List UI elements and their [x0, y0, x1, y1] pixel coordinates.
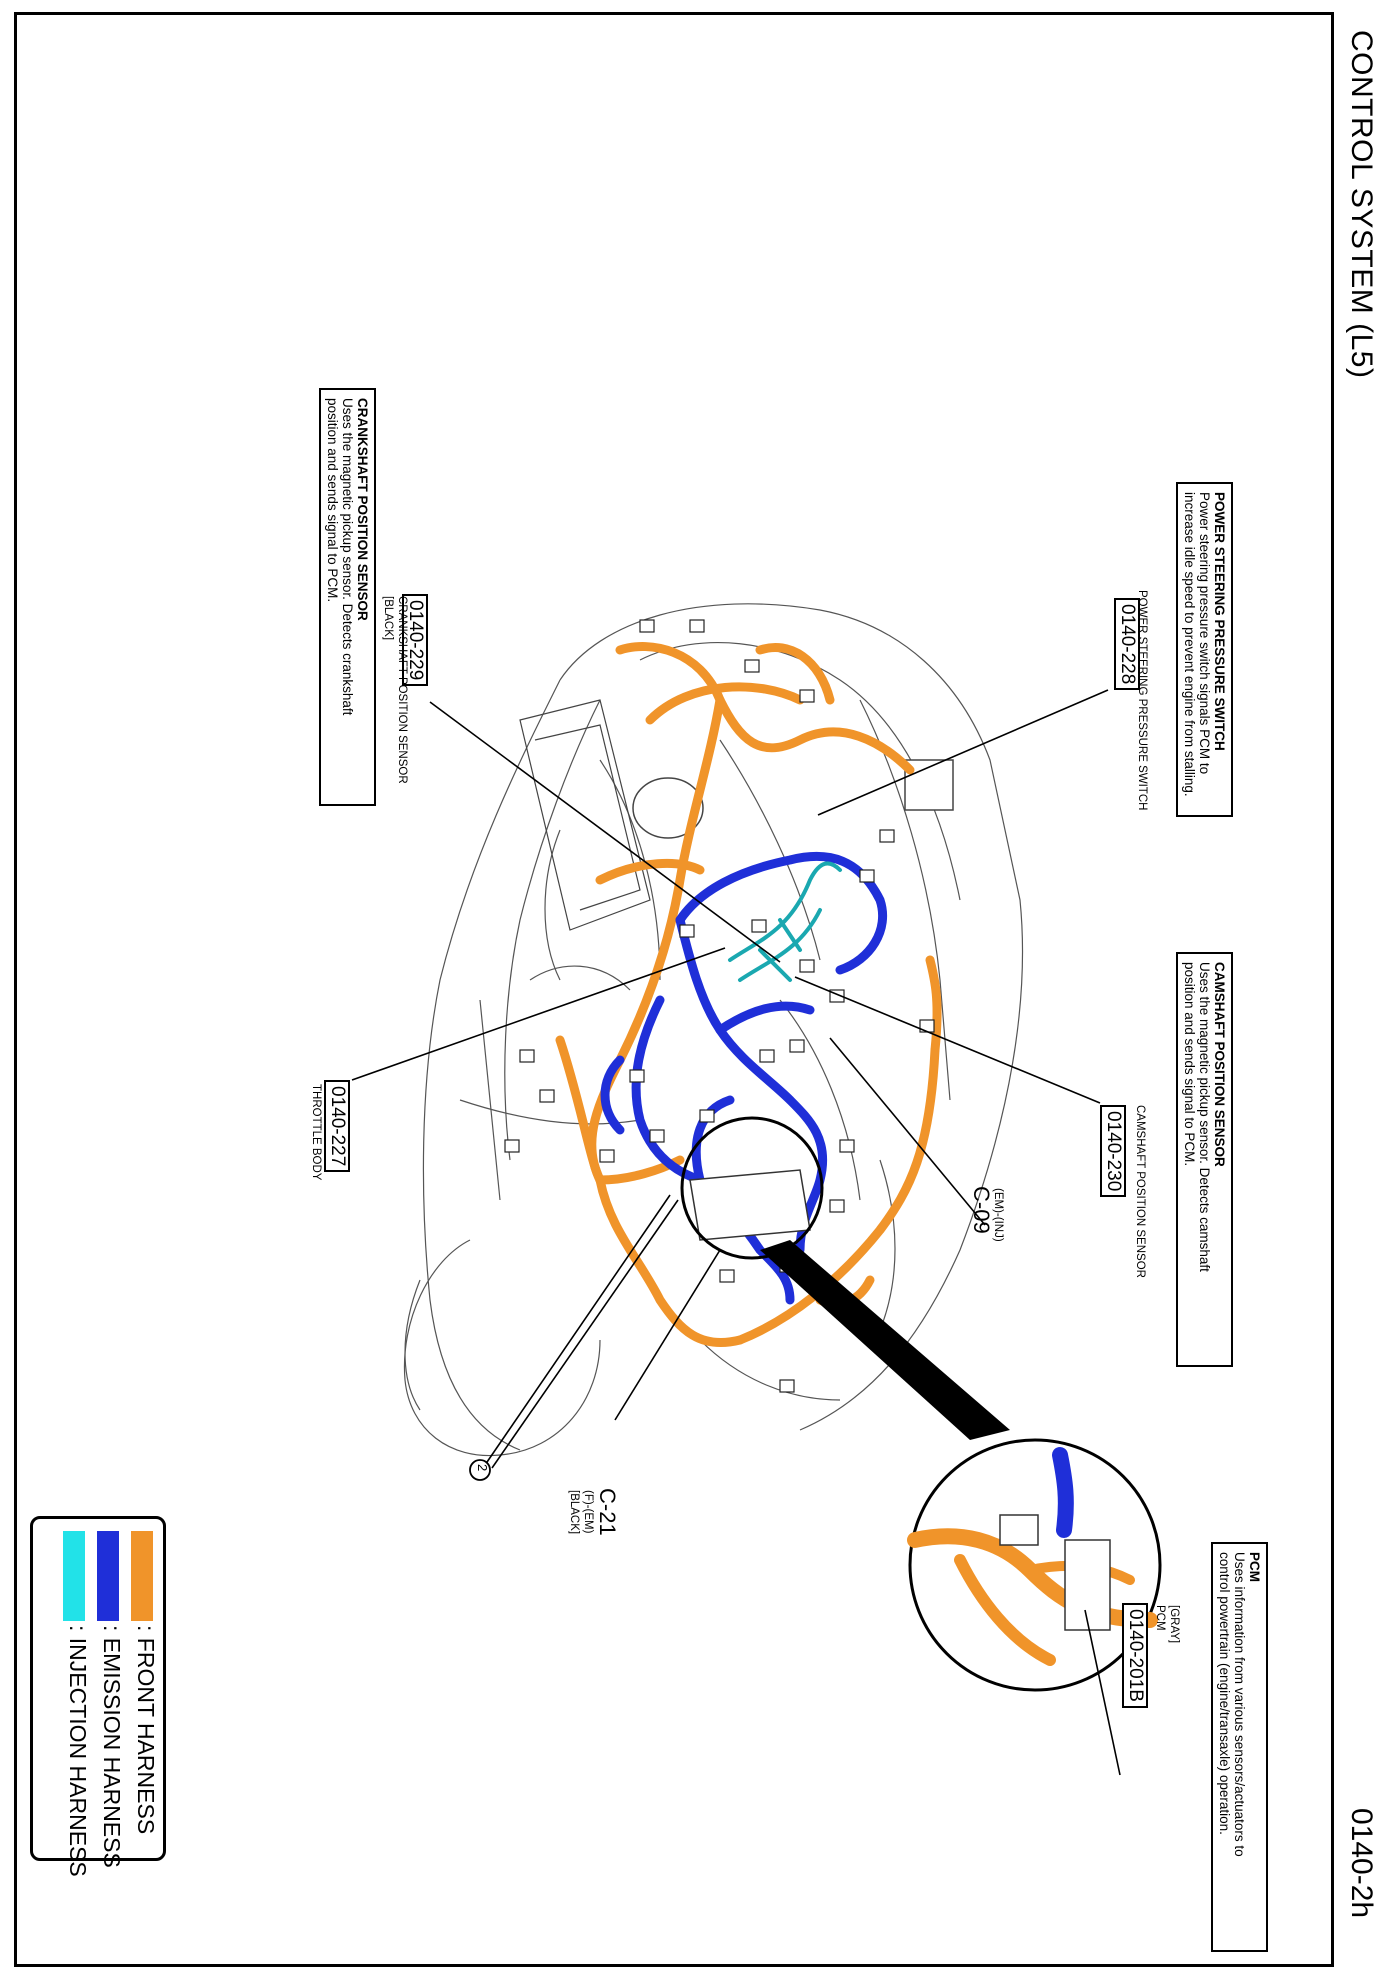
front-harness-label: : FRONT HARNESS	[133, 1625, 159, 1835]
injection-harness-swatch	[63, 1531, 85, 1621]
crankshaft-desc-2: position and sends signal to PCM.	[325, 398, 340, 603]
crankshaft-color: [BLACK]	[382, 596, 394, 641]
pcm-code: 0140-201B	[1122, 1603, 1148, 1708]
power-steering-desc-1: Power steering pressure switch signals PCM to	[1197, 492, 1212, 775]
crankshaft-label: CRANKSHAFT POSITION SENSOR	[396, 596, 408, 784]
camshaft-desc-1: Uses the magnetic pickup sensor. Detects camshaft	[1197, 962, 1212, 1272]
crankshaft-desc-1: Uses the magnetic pickup sensor. Detects crankshaft	[340, 398, 355, 716]
injection-harness-label: : INJECTION HARNESS	[65, 1625, 91, 1877]
magnifier-pointer	[760, 1240, 1010, 1440]
camshaft-label: CAMSHAFT POSITION SENSOR	[1134, 1105, 1146, 1278]
power-steering-heading: POWER STEERING PRESSURE SWITCH	[1212, 492, 1227, 751]
pcm-module	[690, 1170, 810, 1240]
c09-note: (EM)-(INJ)	[992, 1188, 1004, 1242]
throttle-tag	[324, 1080, 350, 1172]
crankshaft-code: 0140-229	[402, 594, 428, 686]
c21-label: C-21	[595, 1488, 620, 1536]
c21-note: (F)-(EM)	[582, 1490, 594, 1534]
page-title: CONTROL SYSTEM (L5)	[1345, 30, 1378, 379]
ground-number: 2	[475, 1464, 490, 1472]
pcm-callout	[1211, 1542, 1268, 1952]
pcm-desc-2: control powertrain (engine/transaxle) operation.	[1217, 1552, 1232, 1835]
crankshaft-heading: CRANKSHAFT POSITION SENSOR	[355, 398, 370, 621]
pcm-desc-1: Uses information from various sensors/actuators to	[1232, 1552, 1247, 1857]
power-steering-callout	[1176, 482, 1233, 817]
pcm-color: [GRAY]	[1168, 1605, 1180, 1644]
pcm-label: PCM	[1154, 1605, 1166, 1631]
camshaft-heading: CAMSHAFT POSITION SENSOR	[1212, 962, 1227, 1167]
pcm-tag	[1122, 1603, 1148, 1708]
power-steering-desc-2: increase idle speed to prevent engine from stalling.	[1182, 492, 1197, 797]
crankshaft-callout	[319, 388, 376, 806]
throttle-code: 0140-227	[324, 1080, 350, 1172]
power-steering-code: 0140-228	[1114, 598, 1140, 690]
power-steering-label: POWER STEERING PRESSURE SWITCH	[1136, 590, 1148, 811]
c21-color: [BLACK]	[568, 1490, 580, 1535]
radiator-outline	[520, 700, 650, 930]
emission-harness-swatch	[97, 1531, 119, 1621]
emission-harness-label: : EMISSION HARNESS	[99, 1625, 125, 1868]
pcm-heading: PCM	[1247, 1552, 1262, 1582]
c09-label: C-09	[969, 1186, 994, 1234]
injection-harness-lines	[730, 863, 840, 980]
harness-legend	[30, 1516, 166, 1877]
camshaft-tag	[1100, 1105, 1126, 1197]
page-number: 0140-2h	[1345, 1808, 1378, 1919]
front-harness-swatch	[131, 1531, 153, 1621]
camshaft-desc-2: position and sends signal to PCM.	[1182, 962, 1197, 1167]
camshaft-callout	[1176, 952, 1233, 1367]
camshaft-code: 0140-230	[1100, 1105, 1126, 1197]
throttle-label: THROTTLE BODY	[310, 1084, 322, 1181]
